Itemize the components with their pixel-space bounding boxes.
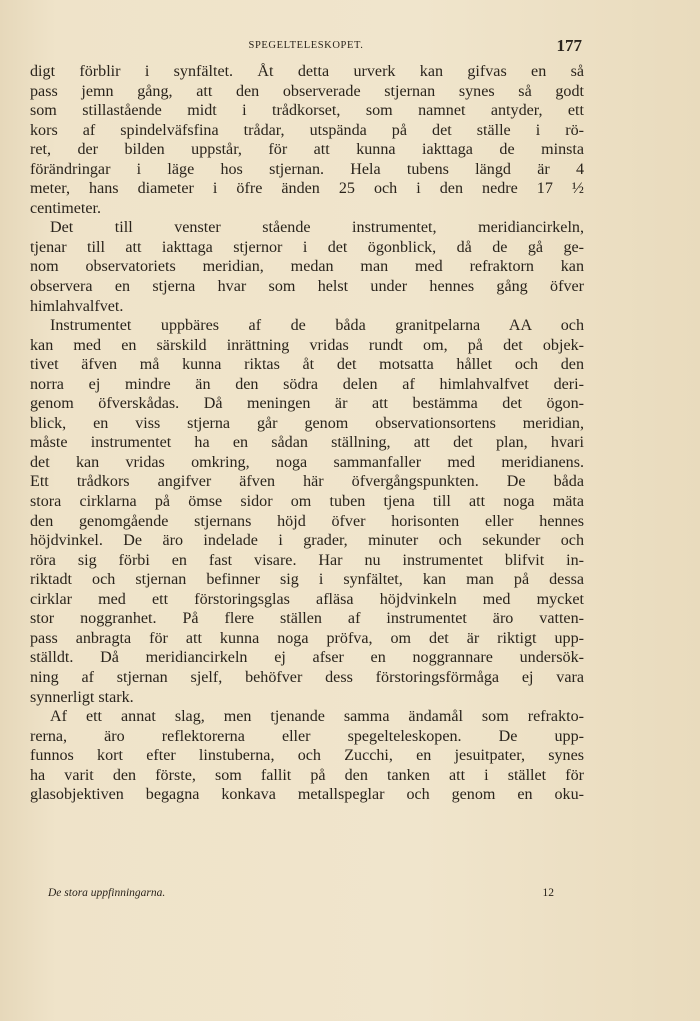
text-line: himlahvalfvet. [30, 297, 124, 315]
text-line: genom öfverskådas. Då meningen är att bestämma det ögon- [30, 395, 584, 413]
text-line: kors af spindelväfsfina trådar, utspända på det ställe i rö- [30, 121, 584, 139]
text-line: cirklar med ett förstoringsglas afläsa höjdvinkeln med mycket [30, 590, 584, 608]
text-line: röra sig förbi en fast visare. Har nu instrumentet blifvit in- [30, 551, 584, 569]
text-line: observera en stjerna hvar som helst under hennes gång öfver [30, 278, 584, 296]
text-line: synnerligt stark. [30, 688, 134, 706]
text-line: måste instrumentet ha en sådan ställning, att det plan, hvari [30, 434, 584, 452]
text-line: centimeter. [30, 199, 102, 217]
text-line: den genomgående stjernans höjd öfver horisonten eller hennes [30, 512, 584, 530]
text-line: nom observatoriets meridian, medan man med refraktorn kan [30, 258, 584, 276]
text-line: Af ett annat slag, men tjenande samma ändamål som refrakto- [50, 708, 584, 726]
text-line: Instrumentet uppbäres af de båda granitpelarna AA och [50, 317, 584, 335]
text-line: pass anbragta för att kunna noga pröfva, om det är riktigt upp- [30, 629, 584, 647]
running-title: SPEGELTELESKOPET. [248, 40, 364, 51]
text-line: tjenar till att iakttaga stjernor i det ögonblick, då de gå ge- [30, 238, 584, 256]
signature-mark: 12 [542, 887, 554, 899]
page-number: 177 [556, 36, 582, 55]
page-footer [48, 887, 554, 905]
text-line: glasobjektiven begagna konkava metallspeglar och genom en oku- [30, 786, 584, 804]
text-line: funnos kort efter linstuberna, och Zucchi, en jesuitpater, synes [30, 747, 584, 765]
text-line: ha varit den förste, som fallit på den tanken att i stället för [30, 766, 584, 784]
text-line: rerna, äro reflektorerna eller spegelteleskopen. De upp- [30, 727, 584, 745]
text-line: blick, en viss stjerna går genom observationsortens meridian, [30, 414, 584, 432]
text-line: norra ej mindre än den södra delen af himlahvalfvet deri- [30, 375, 584, 393]
text-line: tivet äfven må kunna riktas åt det motsatta hållet och den [30, 356, 584, 374]
text-line: Det till venster stående instrumentet, meridiancirkeln, [50, 219, 584, 237]
text-line: meter, hans diameter i öfre änden 25 och i den nedre 17 ½ [30, 180, 584, 198]
footer-book-title: De stora uppfinningarna. [48, 887, 166, 899]
text-line: som stillastående midt i trådkorset, som namnet antyder, ett [30, 102, 584, 120]
text-line: stor noggranhet. På flere ställen af instrumentet äro vatten- [30, 610, 584, 628]
text-line: pass jemn gång, att den observerade stjernan synes så godt [30, 82, 584, 100]
text-line: höjdvinkel. De äro indelade i grader, minuter och sekunder och [30, 532, 584, 550]
text-line: förändringar i läge hos stjernan. Hela tubens längd är 4 [30, 160, 584, 178]
text-line: kan med en särskild inrättning vridas rundt om, på det objek- [30, 336, 584, 354]
text-line: ret, der bilden uppstår, för att kunna iakttaga de minsta [30, 141, 584, 159]
text-line: digt förblir i synfältet. Åt detta urverk kan gifvas en så [30, 63, 584, 80]
text-line: det kan vridas omkring, noga sammanfaller med meridianens. [30, 453, 584, 471]
text-line: stora cirklarna på ömse sidor om tuben tjena till att noga mäta [30, 493, 584, 511]
body-text [30, 62, 584, 805]
text-line: ställdt. Då meridiancirkeln ej afser en noggrannare undersök- [30, 649, 584, 667]
page-header [30, 36, 582, 58]
text-line: riktadt och stjernan befinner sig i synfältet, kan man på dessa [30, 571, 584, 589]
text-line: Ett trådkors angifver äfven här öfvergångspunkten. De båda [30, 473, 584, 491]
text-line: ning af stjernan sjelf, behöfver dess förstoringsförmåga ej vara [30, 668, 584, 686]
